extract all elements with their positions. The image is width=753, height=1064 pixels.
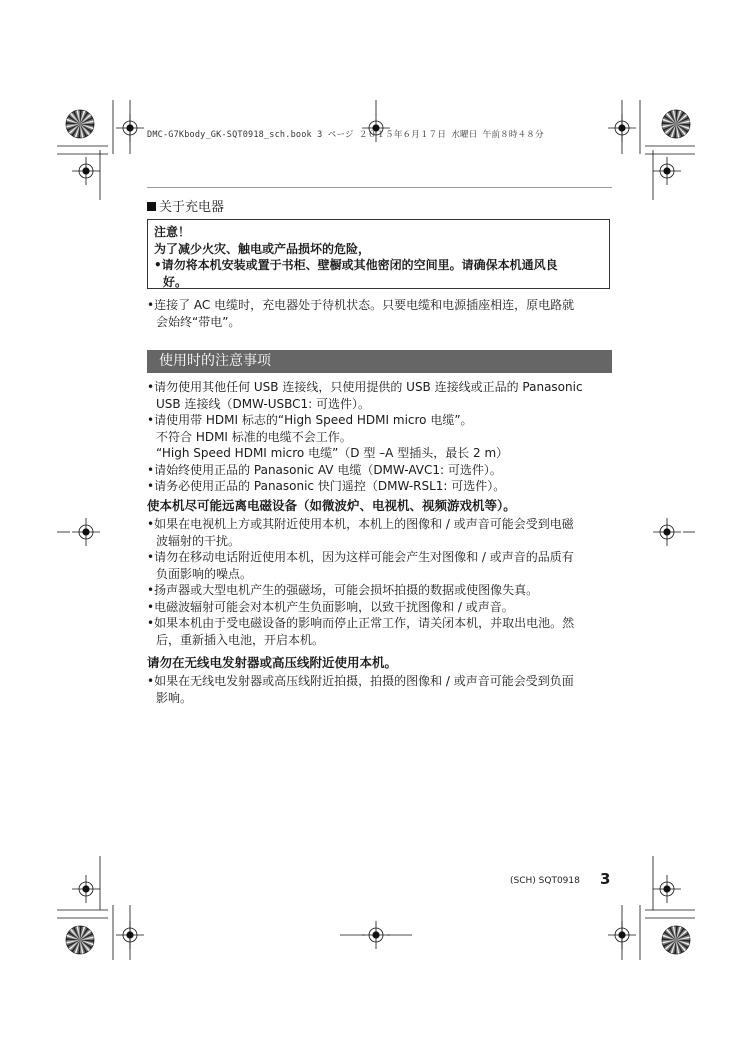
- radio-item: 影响。: [156, 690, 193, 705]
- radio-list: [147, 673, 617, 706]
- crosshair-icon: [653, 875, 681, 903]
- charger-section-title: [147, 196, 224, 215]
- footer-model-code: (SCH) SQT0918: [510, 876, 580, 886]
- usage-item: USB 连接线（DMW-USBC1: 可选件）。: [156, 396, 371, 411]
- crosshair-icon: [653, 157, 681, 185]
- caution-subtitle: 为了减少火灾、触电或产品损坏的危险，: [154, 241, 371, 256]
- registration-star-icon: [66, 926, 94, 954]
- em-item: •如果本机由于受电磁设备的影响而停止正常工作，请关闭本机，并取出电池。然: [147, 616, 575, 630]
- square-bullet-icon: [147, 202, 156, 211]
- page-number: 3: [600, 870, 611, 888]
- caution-box: [147, 219, 610, 289]
- em-item: •电磁波辐射可能会对本机产生负面影响，以致干扰图像和 / 或声音。: [147, 599, 514, 614]
- em-item: 负面影响的噪点。: [156, 566, 253, 581]
- caution-bullet-line1: •请勿将本机安装或置于书柜、壁橱或其他密闭的空间里。请确保本机通风良: [154, 258, 558, 272]
- crosshair-icon: [72, 518, 100, 546]
- em-item: 波辐射的干扰。: [156, 533, 241, 548]
- charger-note-line2: 会始终“带电”。: [156, 314, 241, 329]
- registration-star-icon: [662, 110, 690, 138]
- book-file-info: DMC-G7Kbody_GK-SQT0918_sch.book 3 ページ ２０１５年６月１７日 水曜日 午前８時４８分: [147, 130, 544, 140]
- top-rule: [147, 187, 612, 188]
- usage-item: •请始终使用正品的 Panasonic AV 电缆（DMW-AVC1: 可选件）。: [147, 462, 502, 477]
- radio-section-heading: 请勿在无线电发射器或高压线附近使用本机。: [147, 655, 398, 670]
- registration-star-icon: [662, 926, 690, 954]
- charger-section-title-text: 关于充电器: [159, 200, 225, 215]
- crosshair-icon: [72, 875, 100, 903]
- usage-list: [147, 379, 617, 495]
- caution-title: 注意！: [154, 225, 191, 239]
- em-item: •请勿在移动电话附近使用本机，因为这样可能会产生对图像和 / 或声音的品质有: [147, 550, 574, 564]
- usage-item: •请使用带 HDMI 标志的“High Speed HDMI micro 电缆”。: [147, 413, 473, 427]
- usage-item: 不符合 HDMI 标准的电缆不会工作。: [156, 429, 352, 444]
- em-item: •如果在电视机上方或其附近使用本机，本机上的图像和 / 或声音可能会受到电磁: [147, 517, 574, 531]
- radio-item: •如果在无线电发射器或高压线附近拍摄，拍摄的图像和 / 或声音可能会受到负面: [147, 674, 574, 688]
- crosshair-icon: [653, 518, 681, 546]
- crosshair-icon: [72, 157, 100, 185]
- crosshair-icon: [362, 921, 390, 949]
- usage-item: •请务必使用正品的 Panasonic 快门遥控（DMW-RSL1: 可选件）。: [147, 479, 506, 493]
- usage-section-title: 使用时的注意事项: [147, 350, 612, 373]
- em-list: [147, 516, 617, 648]
- usage-item: “High Speed HDMI micro 电缆”（D 型 –A 型插头，最长 2 m）: [156, 446, 509, 460]
- charger-note-line1: •连接了 AC 电缆时，充电器处于待机状态。只要电缆和电源插座相连，原电路就: [147, 298, 575, 312]
- em-item: 后，重新插入电池，开启本机。: [156, 632, 325, 647]
- em-item: •扬声器或大型电机产生的强磁场，可能会损坏拍摄的数据或使图像失真。: [147, 583, 539, 597]
- usage-item: •请勿使用其他任何 USB 连接线，只使用提供的 USB 连接线或正品的 Panasonic: [147, 380, 583, 394]
- registration-star-icon: [66, 110, 94, 138]
- caution-bullet-line2: 好。: [163, 274, 188, 289]
- em-section-heading: 使本机尽可能远离电磁设备（如微波炉、电视机、视频游戏机等）。: [147, 498, 516, 513]
- charger-note: [147, 297, 612, 330]
